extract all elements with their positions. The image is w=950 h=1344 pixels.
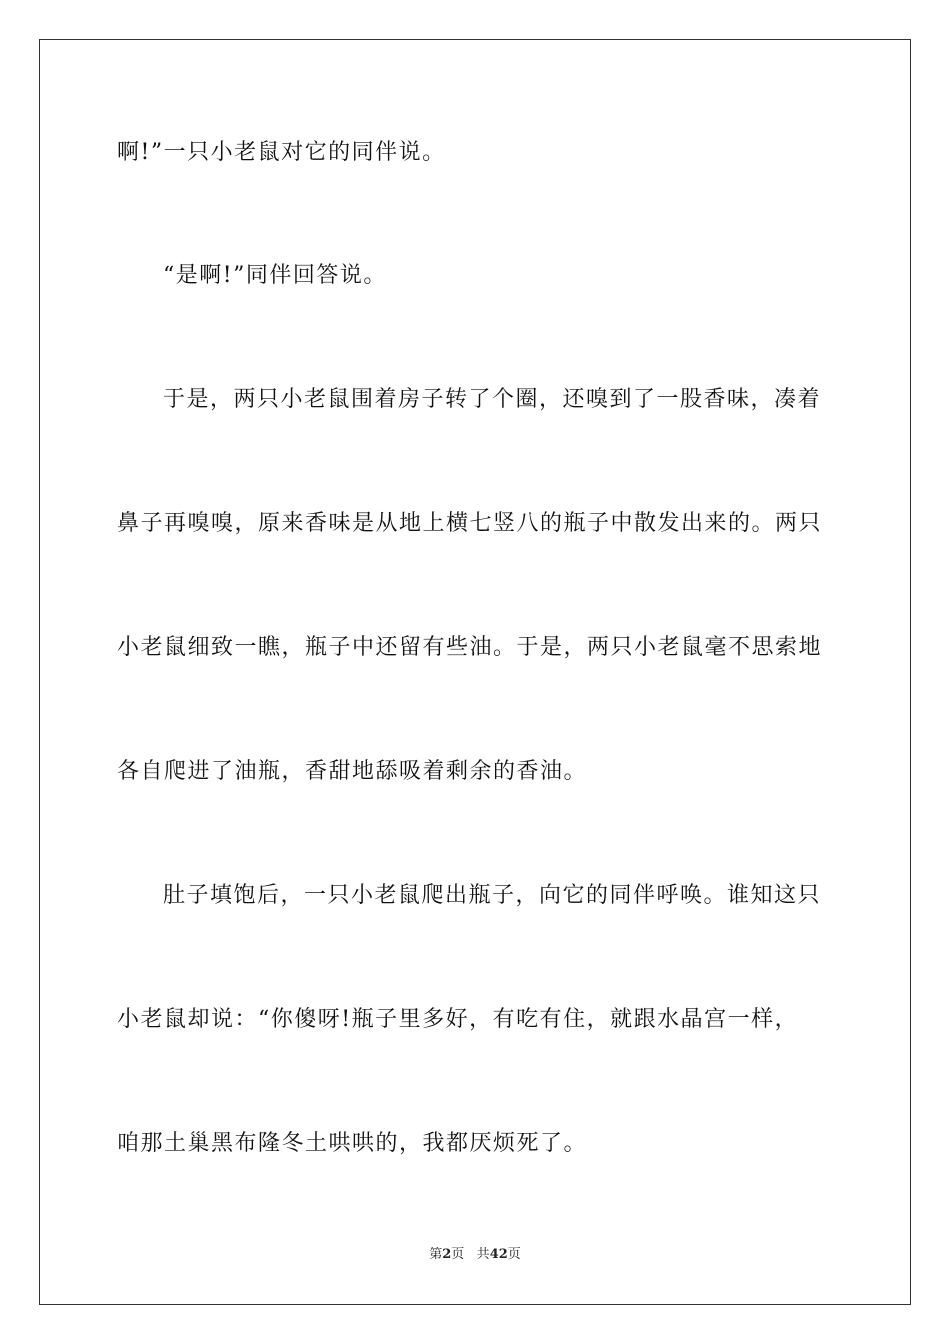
text-line: 鼻子再嗅嗅，原来香味是从地上横七竖八的瓶子中散发出来的。两只 xyxy=(117,511,823,536)
page-footer xyxy=(0,1246,950,1264)
text-line: 于是，两只小老鼠围着房子转了个圈，还嗅到了一股香味，凑着 xyxy=(163,387,822,412)
total-suffix: 页 xyxy=(507,1247,521,1262)
text-line: 肚子填饱后，一只小老鼠爬出瓶子，向它的同伴呼唤。谁知这只 xyxy=(163,883,822,908)
page-border xyxy=(39,39,911,1305)
page-prefix: 第 xyxy=(429,1247,443,1262)
text-line: 小老鼠却说：“你傻呀!瓶子里多好，有吃有住，就跟水晶宫一样， xyxy=(117,1007,799,1032)
text-line: “是啊!”同伴回答说。 xyxy=(163,263,387,288)
page-suffix: 页 xyxy=(451,1247,465,1262)
text-line: 各自爬进了油瓶，香甜地舔吸着剩余的香油。 xyxy=(117,759,588,784)
total-pages: 42 xyxy=(489,1247,508,1262)
text-line: 啊!”一只小老鼠对它的同伴说。 xyxy=(117,140,446,165)
total-prefix: 共 xyxy=(476,1247,490,1262)
text-line: 小老鼠细致一瞧，瓶子中还留有些油。于是，两只小老鼠毫不思索地 xyxy=(117,635,823,660)
text-line: 咱那土巢黑布隆冬土哄哄的，我都厌烦死了。 xyxy=(117,1131,588,1156)
page-number: 2 xyxy=(442,1247,452,1262)
